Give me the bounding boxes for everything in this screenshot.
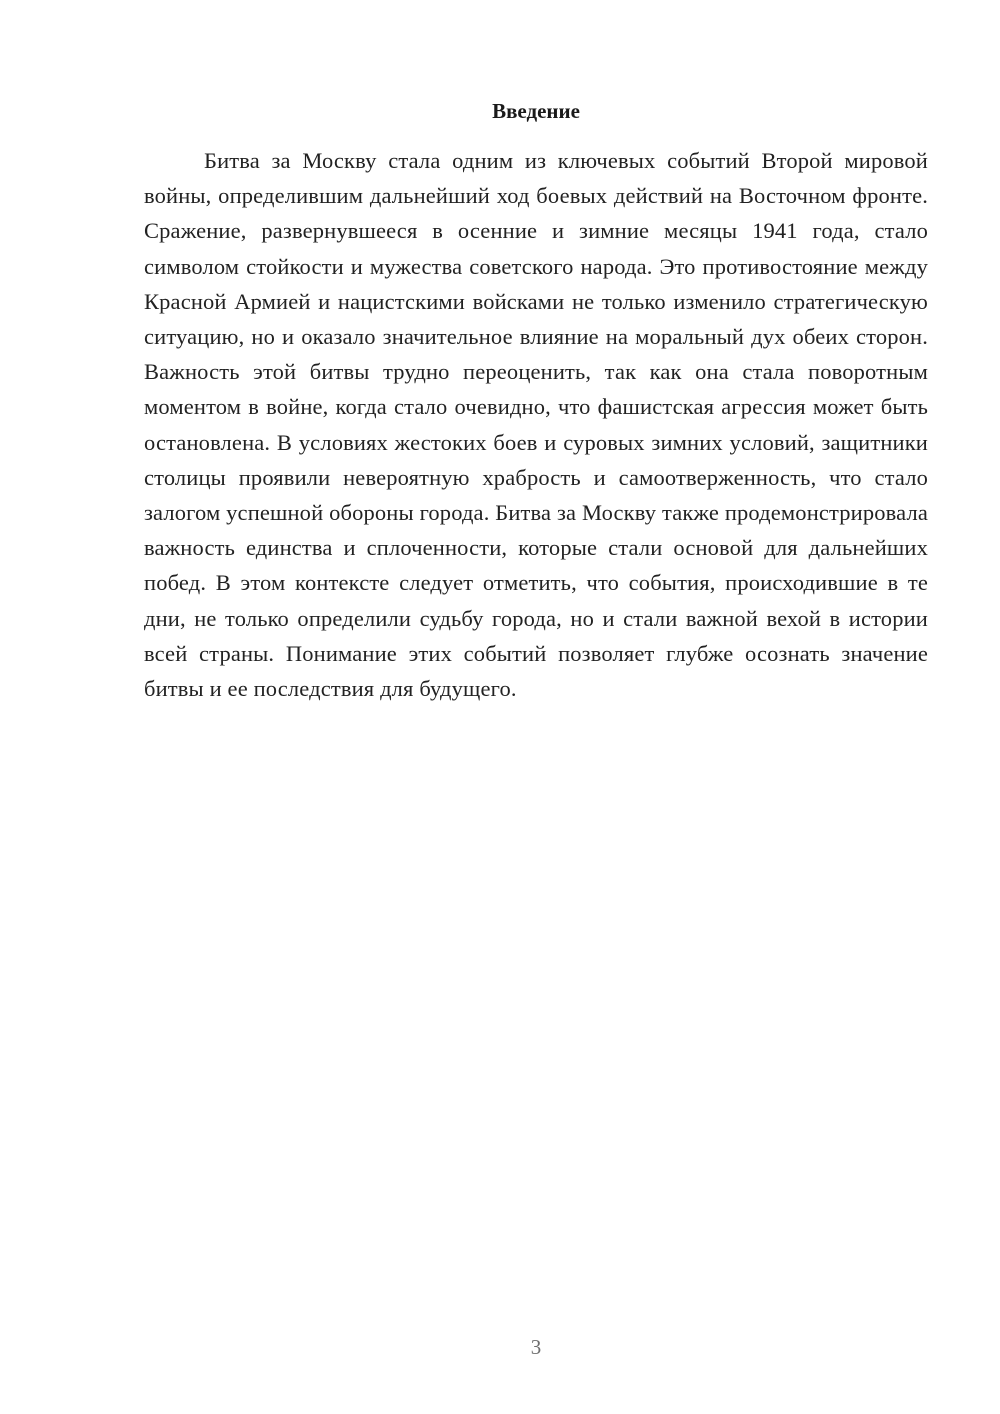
page-number: 3 (530, 1335, 542, 1359)
body-paragraph: Битва за Москву стала одним из ключевых событий Второй мировой войны, определившим дальнейший ход боевых действий на Восточном фронте. Сражение, развернувшееся в осенние и зимние месяцы 1941 года, стало символом стойкости и мужества советского народа. Это противостояние между Красной Армией и нацистскими войсками не только изменило стратегическую ситуацию, но и оказало значительное влияние на моральный дух обеих сторон. Важность этой битвы трудно переоценить, так как она стала поворотным моментом в войне, когда стало очевидно, что фашистская агрессия может быть остановлена. В условиях жестоких боев и суровых зимних условий, защитники столицы проявили невероятную храбрость и самоотверженность, что стало залогом успешной обороны города. Битва за Москву также продемонстрировала важность единства и сплоченности, которые стали основой для дальнейших побед. В этом контексте следует отметить, что события, происходившие в те дни, не только определили судьбу города, но и стали важной вехой в истории всей страны. Понимание этих событий позволяет глубже осознать значение битвы и ее последствия для будущего. (144, 148, 928, 702)
section-heading: Введение (492, 99, 580, 123)
